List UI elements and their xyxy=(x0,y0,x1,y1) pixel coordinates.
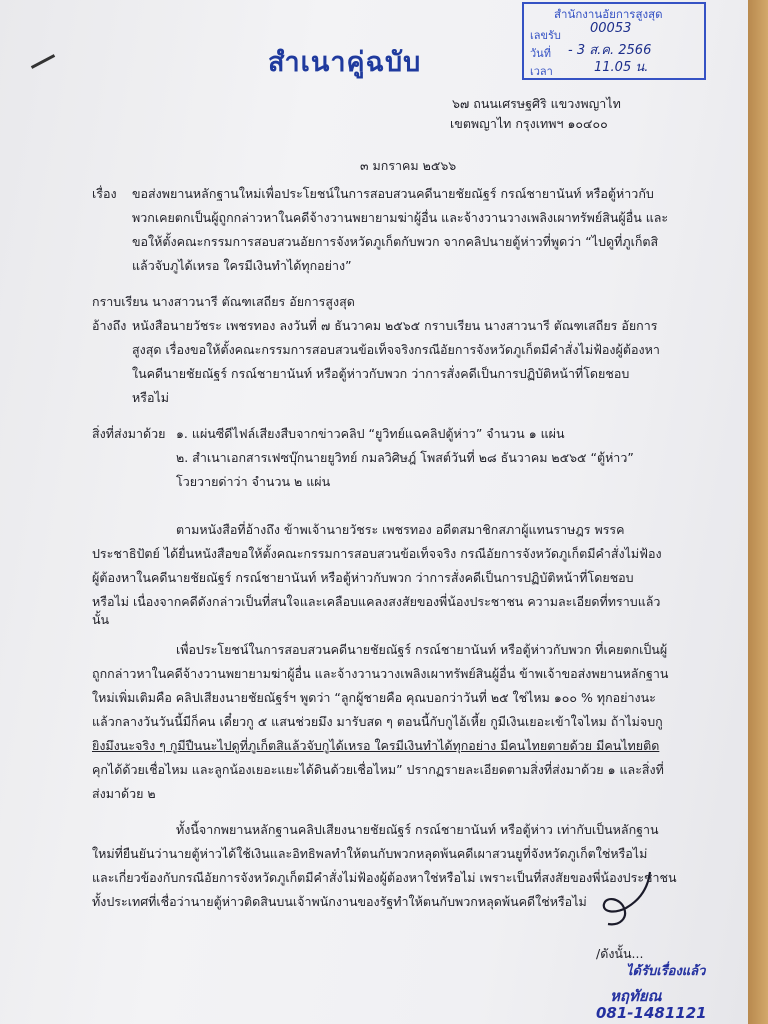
body-paragraph-line: ส่งมาด้วย ๒ xyxy=(92,786,156,801)
subject-line: แล้วจับภูได้เหรอ ใครมีเงินทำได้ทุกอย่าง” xyxy=(132,258,352,273)
body-paragraph-line: นั้น xyxy=(92,612,110,627)
receipt-time: 11.05 น. xyxy=(594,60,649,75)
enclosure-item: ๑. แผ่นซีดีไฟล์เสียงสืบจากข่าวคลิป “ยูวิทย์แฉคลิปตู้ห่าว” จำนวน ๑ แผ่น xyxy=(176,426,565,441)
reference-line: หนังสือนายวัชระ เพชรทอง ลงวันที่ ๗ ธันวาคม ๒๕๖๕ กราบเรียน นางสาวนารี ตัณฑเสถียร อัยการ xyxy=(132,318,658,333)
enclosure-item: ๒. สำเนาเอกสารเฟซบุ๊กนายยูวิทย์ กมลวิศิษฎ์ โพสต์วันที่ ๒๘ ธันวาคม ๒๕๖๕ “ตู้ห่าว” xyxy=(176,450,634,465)
body-paragraph-line: ใหม่เพิ่มเติมคือ คลิปเสียงนายชัยณัฐร์ฯ พูดว่า “ลูกผู้ชายคือ คุณบอกว่าวันที่ ๒๕ ใช่ไหม ๑๐๐ % ทุกอย่างนะ xyxy=(92,690,656,705)
enclosure-item: โวยวายด่าว่า จำนวน ๒ แผ่น xyxy=(176,474,331,489)
body-paragraph-line: หรือไม่ เนื่องจากคดีดังกล่าวเป็นที่สนใจและเคลือบแคลงสงสัยของพี่น้องประชาชน ความละเอียดที่ทราบแล้ว xyxy=(92,594,661,609)
body-paragraph-line: ประชาธิปัตย์ ได้ยื่นหนังสือขอให้ตั้งคณะกรรมการสอบสวนข้อเท็จจริง กรณีอัยการจังหวัดภูเก็ตมีคำสั่งไม่ฟ้อง xyxy=(92,546,662,561)
body-paragraph-line: ตามหนังสือที่อ้างถึง ข้าพเจ้านายวัชระ เพชรทอง อดีตสมาชิกสภาผู้แทนราษฎร พรรค xyxy=(176,522,625,537)
receipt-date: - 3 ส.ค. 2566 xyxy=(568,43,652,58)
body-paragraph-line: และเกี่ยวข้องกับกรณีอัยการจังหวัดภูเก็ตมีคำสั่งไม่ฟ้องผู้ต้องหาใช่หรือไม่ เพราะเป็นที่สงสัยของพี่น้องประชาชน xyxy=(92,870,677,885)
receipt-stamp xyxy=(522,2,706,80)
body-paragraph-line: แล้วกลางวันวันนี้มีก็คน เดี๋ยวกู ๕ แสนช่วยมึง มารับสด ๆ ตอนนี้กับกูไอ้เหี้ย กูมีเงินเยอะเข้าใจไหม ถ้าไม่จบกู xyxy=(92,714,663,729)
body-paragraph-line: ทั้งนี้จากพยานหลักฐานคลิปเสียงนายชัยณัฐร์ กรณ์ชายานันท์ หรือตู้ห่าว เท่ากับเป็นหลักฐาน xyxy=(176,822,659,837)
body-paragraph-line: เพื่อประโยชน์ในการสอบสวนคดีนายชัยณัฐร์ กรณ์ชายานันท์ หรือตู้ห่าวกับพวก ที่เคยตกเป็นผู้ xyxy=(176,642,668,657)
body-paragraph-line: ยิงมึงนะจริง ๆ กูมีปืนนะไปดูที่ภูเก็ตสิแล้วจับกูได้เหรอ ใครมีเงินทำได้ทุกอย่าง มีคนไทยตายด้วย มีคนไทยติด xyxy=(92,738,660,753)
subject-line: พวกเคยตกเป็นผู้ถูกกล่าวหาในคดีจ้างวานพยายามฆ่าผู้อื่น และจ้างวานวางเพลิงเผาทรัพย์สินผู้อื่น และ xyxy=(132,210,669,225)
subject-line: ขอให้ตั้งคณะกรรมการสอบสวนอัยการจังหวัดภูเก็ตกับพวก จากคลิปนายตู้ห่าวที่พูดว่า “ไปดูที่ภูเก็ตสิ xyxy=(132,234,659,249)
receipt-office: สำนักงานอัยการสูงสุด xyxy=(554,7,663,21)
reference-line: สูงสุด เรื่องขอให้ตั้งคณะกรรมการสอบสวนข้อเท็จจริงกรณีอัยการจังหวัดภูเก็ตมีคำสั่งไม่ฟ้องผู้ต้องหา xyxy=(132,342,660,357)
enclosures-label: สิ่งที่ส่งมาด้วย xyxy=(92,426,166,441)
sender-address-line1: ๖๗ ถนนเศรษฐศิริ แขวงพญาไท xyxy=(452,96,621,111)
body-paragraph-line: ถูกกล่าวหาในคดีจ้างวานพยายามฆ่าผู้อื่น และจ้างวานวางเพลิงเผาทรัพย์สินผู้อื่น ข้าพเจ้าขอส่งพยานหลักฐาน xyxy=(92,666,669,681)
handwritten-received-note: ได้รับเรื่องแล้ว xyxy=(626,964,706,979)
pen-mark xyxy=(31,54,55,69)
body-paragraph-line: ผู้ต้องหาในคดีนายชัยณัฐร์ กรณ์ชายานันท์ หรือตู้ห่าวกับพวก ว่าการสั่งคดีเป็นการปฏิบัติหน้าที่โดยชอบ xyxy=(92,570,634,585)
sender-address-line2: เขตพญาไท กรุงเทพฯ ๑๐๔๐๐ xyxy=(450,116,608,131)
salutation: กราบเรียน นางสาวนารี ตัณฑเสถียร อัยการสูงสุด xyxy=(92,294,355,309)
letter-date: ๓ มกราคม ๒๕๖๖ xyxy=(360,158,457,173)
handwritten-phone: 081-1481121 xyxy=(596,1004,707,1022)
reference-line: ในคดีนายชัยณัฐร์ กรณ์ชายานันท์ หรือตู้ห่าวกับพวก ว่าการสั่งคดีเป็นการปฏิบัติหน้าที่โดยชอบ xyxy=(132,366,630,381)
reference-label: อ้างถึง xyxy=(92,318,127,333)
receipt-number: 00053 xyxy=(590,21,632,36)
receipt-date-label: วันที่ xyxy=(530,47,551,60)
subject-line: ขอส่งพยานหลักฐานใหม่เพื่อประโยชน์ในการสอบสวนคดีนายชัยณัฐร์ กรณ์ชายานันท์ หรือตู้ห่าวกับ xyxy=(132,186,654,201)
handwritten-name: หฤทัยณ xyxy=(610,987,662,1005)
copy-stamp-title: สำเนาคู่ฉบับ xyxy=(268,47,422,78)
body-paragraph-line: ทั้งประเทศที่เชื่อว่านายตู้ห่าวติดสินบนเจ้าพนักงานของรัฐทำให้ตนกับพวกหลุดพ้นคดีใช่หรือไม่ xyxy=(92,894,587,909)
receipt-number-label: เลขรับ xyxy=(530,29,561,42)
body-paragraph-line: คุกได้ด้วยเชื่อไหม และลูกน้องเยอะแยะได้ดินด้วยเชื่อไหม” ปรากฏรายละเอียดตามสิ่งที่ส่งมาด้วย ๑ และสิ่งที่ xyxy=(92,762,664,777)
envelope-edge xyxy=(748,0,768,1024)
reference-line: หรือไม่ xyxy=(132,390,169,405)
receipt-time-label: เวลา xyxy=(530,65,553,78)
signature-mark xyxy=(590,868,660,928)
body-paragraph-line: ใหม่ที่ยืนยันว่านายตู้ห่าวได้ใช้เงินและอิทธิพลทำให้ตนกับพวกหลุดพ้นคดีเผาสวนยูที่จังหวัดภูเก็ตใช่หรือไม่ xyxy=(92,846,648,861)
closing-continuation: /ดังนั้น... xyxy=(596,946,644,961)
subject-label: เรื่อง xyxy=(92,186,117,201)
